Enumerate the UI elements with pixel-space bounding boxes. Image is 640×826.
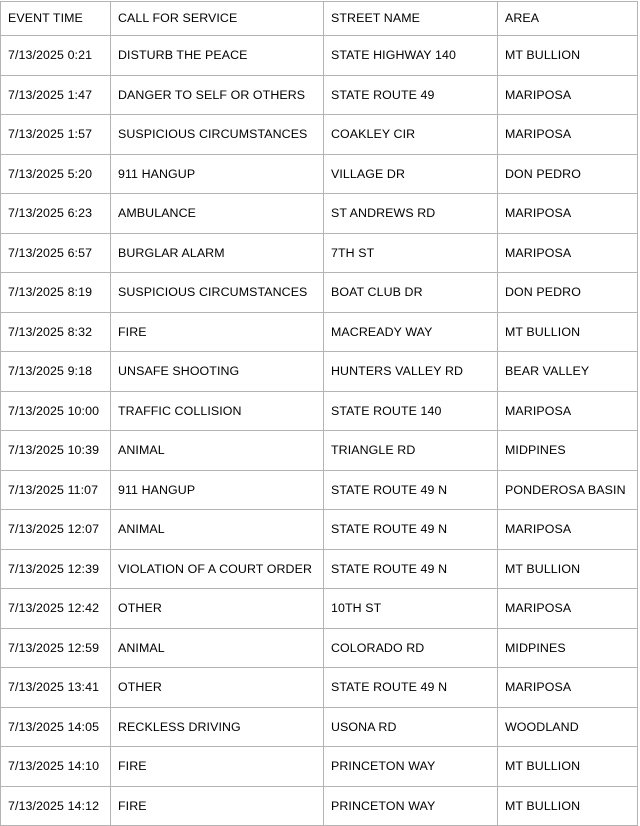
table-body [1,36,638,826]
cell-street-name: STATE ROUTE 49 N [324,668,498,708]
cell-area: MIDPINES [498,628,638,668]
cell-call-for-service: SUSPICIOUS CIRCUMSTANCES [111,115,324,155]
table-row [1,470,638,510]
cell-event-time: 7/13/2025 12:07 [1,510,111,550]
cell-call-for-service: 911 HANGUP [111,470,324,510]
call-for-service-table [0,1,638,826]
cell-call-for-service: VIOLATION OF A COURT ORDER [111,549,324,589]
cell-street-name: STATE ROUTE 49 N [324,510,498,550]
cell-area: MARIPOSA [498,115,638,155]
cell-event-time: 7/13/2025 12:39 [1,549,111,589]
cell-area: MARIPOSA [498,510,638,550]
table-row [1,431,638,471]
cell-street-name: STATE ROUTE 140 [324,391,498,431]
cell-event-time: 7/13/2025 8:32 [1,312,111,352]
column-header-area: AREA [498,2,638,36]
cell-area: MARIPOSA [498,668,638,708]
table-row [1,233,638,273]
cell-street-name: 10TH ST [324,589,498,629]
table-row [1,115,638,155]
table-header [1,2,638,36]
cell-call-for-service: FIRE [111,312,324,352]
cell-call-for-service: SUSPICIOUS CIRCUMSTANCES [111,273,324,313]
table-header-row [1,2,638,36]
cell-event-time: 7/13/2025 12:42 [1,589,111,629]
cell-event-time: 7/13/2025 1:47 [1,75,111,115]
cell-call-for-service: FIRE [111,747,324,787]
cell-call-for-service: ANIMAL [111,628,324,668]
cell-event-time: 7/13/2025 8:19 [1,273,111,313]
table-row [1,312,638,352]
cell-street-name: HUNTERS VALLEY RD [324,352,498,392]
cell-event-time: 7/13/2025 14:05 [1,707,111,747]
cell-area: MARIPOSA [498,391,638,431]
cell-event-time: 7/13/2025 5:20 [1,154,111,194]
cell-street-name: BOAT CLUB DR [324,273,498,313]
cell-event-time: 7/13/2025 11:07 [1,470,111,510]
cell-street-name: USONA RD [324,707,498,747]
cell-call-for-service: FIRE [111,786,324,826]
table-row [1,75,638,115]
cell-event-time: 7/13/2025 13:41 [1,668,111,708]
cell-street-name: VILLAGE DR [324,154,498,194]
cell-area: DON PEDRO [498,154,638,194]
cell-area: BEAR VALLEY [498,352,638,392]
cell-area: MARIPOSA [498,75,638,115]
cell-call-for-service: ANIMAL [111,431,324,471]
table-row [1,391,638,431]
cell-area: MARIPOSA [498,589,638,629]
cell-event-time: 7/13/2025 9:18 [1,352,111,392]
cell-call-for-service: RECKLESS DRIVING [111,707,324,747]
column-header-call-for-service: CALL FOR SERVICE [111,2,324,36]
cell-street-name: PRINCETON WAY [324,786,498,826]
cell-call-for-service: TRAFFIC COLLISION [111,391,324,431]
cell-area: PONDEROSA BASIN [498,470,638,510]
cell-call-for-service: OTHER [111,589,324,629]
cell-event-time: 7/13/2025 14:10 [1,747,111,787]
cell-street-name: 7TH ST [324,233,498,273]
cell-area: DON PEDRO [498,273,638,313]
cell-call-for-service: ANIMAL [111,510,324,550]
cell-street-name: ST ANDREWS RD [324,194,498,234]
cell-area: MARIPOSA [498,194,638,234]
cell-event-time: 7/13/2025 1:57 [1,115,111,155]
cell-event-time: 7/13/2025 6:57 [1,233,111,273]
cell-call-for-service: OTHER [111,668,324,708]
table-row [1,510,638,550]
table-row [1,154,638,194]
cell-area: MT BULLION [498,36,638,76]
column-header-event-time: EVENT TIME [1,2,111,36]
cell-area: MIDPINES [498,431,638,471]
table-row [1,273,638,313]
cell-street-name: PRINCETON WAY [324,747,498,787]
cell-call-for-service: 911 HANGUP [111,154,324,194]
table-row [1,628,638,668]
cell-event-time: 7/13/2025 0:21 [1,36,111,76]
table-row [1,352,638,392]
cell-street-name: TRIANGLE RD [324,431,498,471]
cell-street-name: STATE ROUTE 49 N [324,470,498,510]
table-row [1,707,638,747]
table-row [1,668,638,708]
table-row [1,36,638,76]
cell-street-name: STATE ROUTE 49 [324,75,498,115]
cell-call-for-service: BURGLAR ALARM [111,233,324,273]
cell-call-for-service: AMBULANCE [111,194,324,234]
cell-area: MT BULLION [498,312,638,352]
cell-call-for-service: UNSAFE SHOOTING [111,352,324,392]
cell-street-name: MACREADY WAY [324,312,498,352]
cell-event-time: 7/13/2025 14:12 [1,786,111,826]
cell-area: MT BULLION [498,549,638,589]
column-header-street-name: STREET NAME [324,2,498,36]
cell-area: WOODLAND [498,707,638,747]
cell-area: MT BULLION [498,747,638,787]
cell-call-for-service: DISTURB THE PEACE [111,36,324,76]
table-row [1,549,638,589]
cell-event-time: 7/13/2025 10:00 [1,391,111,431]
table-row [1,747,638,787]
cell-event-time: 7/13/2025 10:39 [1,431,111,471]
cell-area: MARIPOSA [498,233,638,273]
cell-street-name: STATE ROUTE 49 N [324,549,498,589]
cell-area: MT BULLION [498,786,638,826]
table-row [1,194,638,234]
cell-street-name: COLORADO RD [324,628,498,668]
cell-event-time: 7/13/2025 12:59 [1,628,111,668]
cell-call-for-service: DANGER TO SELF OR OTHERS [111,75,324,115]
table-row [1,589,638,629]
cell-street-name: COAKLEY CIR [324,115,498,155]
cell-event-time: 7/13/2025 6:23 [1,194,111,234]
cell-street-name: STATE HIGHWAY 140 [324,36,498,76]
table-row [1,786,638,826]
